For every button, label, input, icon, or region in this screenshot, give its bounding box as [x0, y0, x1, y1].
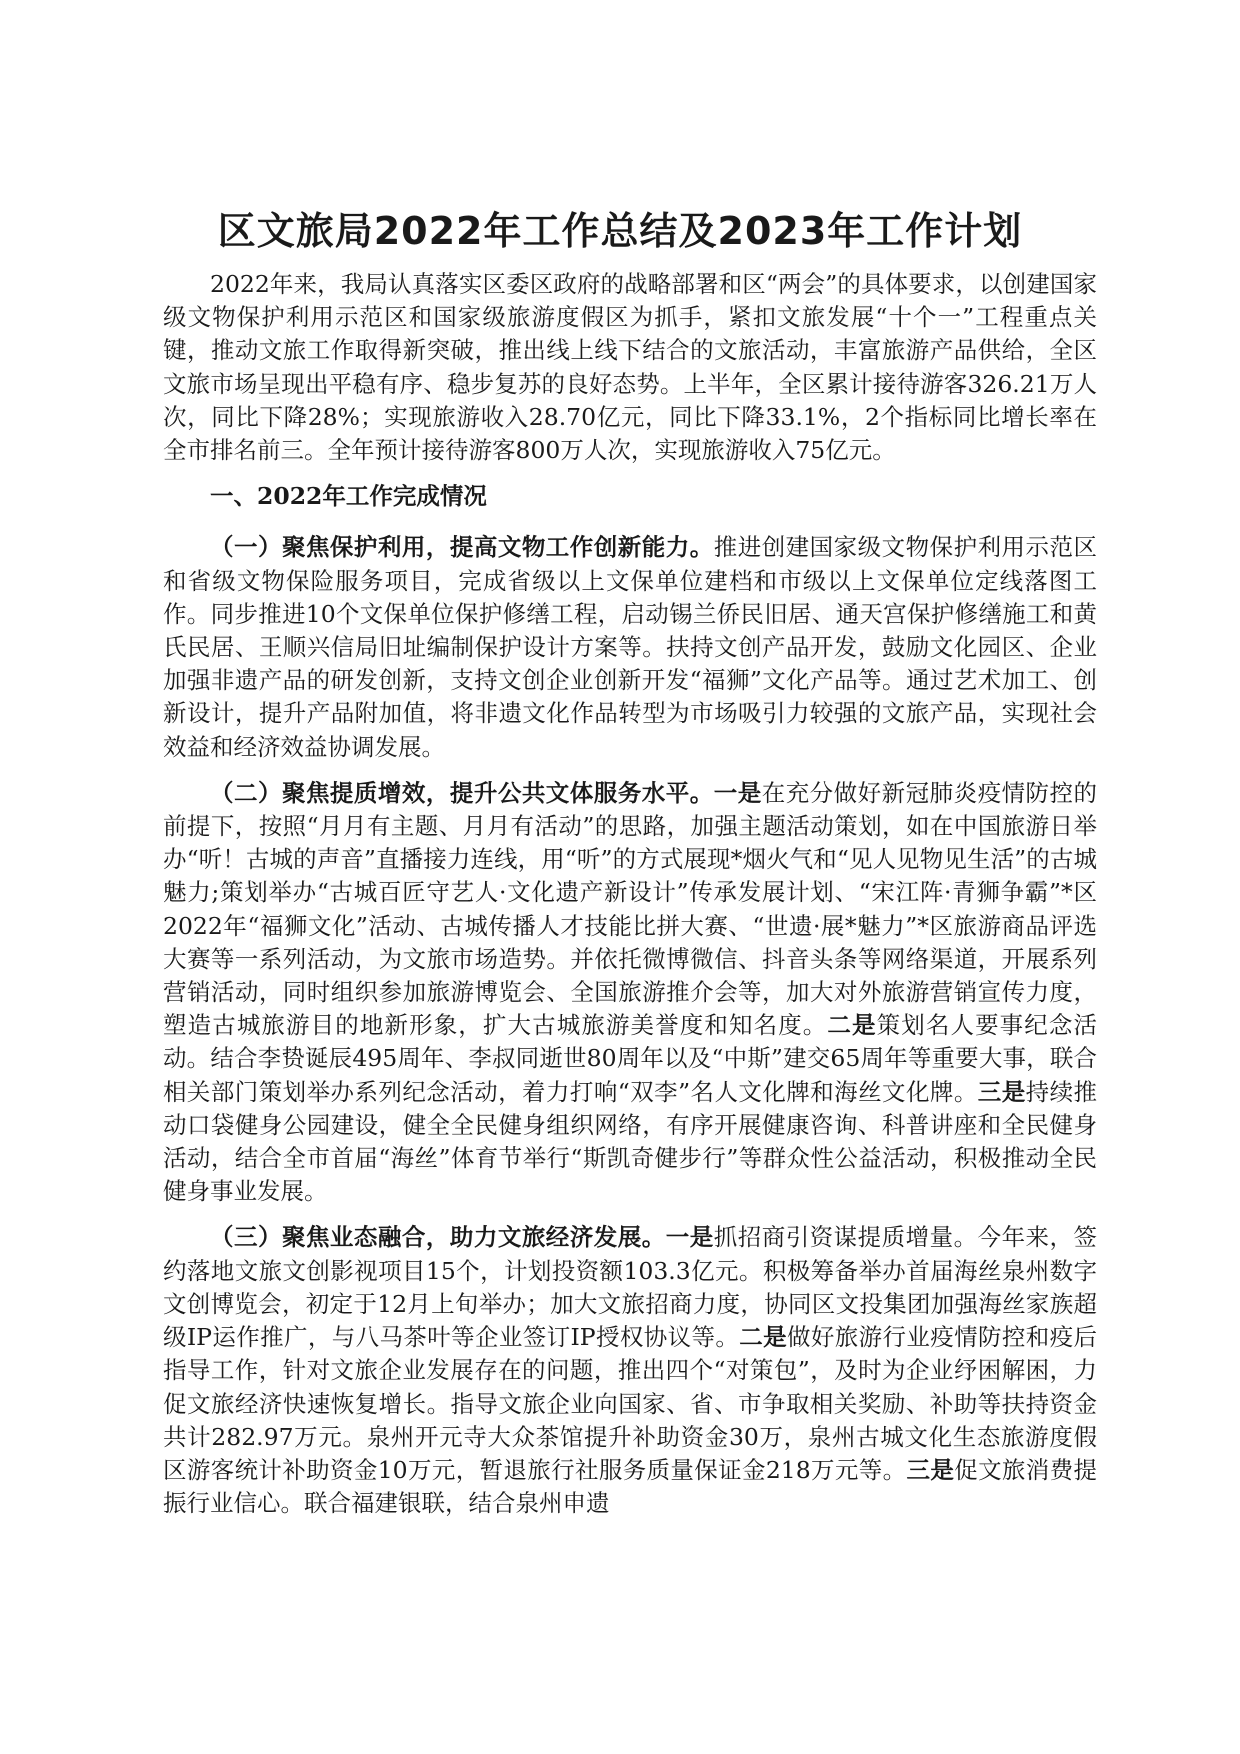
intro-paragraph: 2022年来，我局认真落实区委区政府的战略部署和区“两会”的具体要求，以创建国家级文物保护利用示范区和国家级旅游度假区为抓手，紧扣文旅发展“十个一”工程重点关键，推动文旅工作取得新突破，推出线上线下结合的文旅活动，丰富旅游产品供给，全区文旅市场呈现出平稳有序、稳步复苏的良好态势。上半年，全区累计接待游客326.21万人次，同比下降28%；实现旅游收入28.70亿元，同比下降33.1%，2个指标同比增长率在全市排名前三。全年预计接待游客800万人次，实现旅游收入75亿元。 [163, 270, 1097, 465]
keyword-third: 三是 [977, 1077, 1026, 1106]
keyword-second: 二是 [827, 1011, 877, 1040]
document-body [163, 268, 1097, 1533]
keyword-first: 一是 [665, 1223, 714, 1252]
document-title: 区文旅局2022年工作总结及2023年工作计划 [217, 209, 1023, 253]
keyword-first: 一是 [713, 778, 762, 807]
paragraph-lead: （三）聚焦业态融合，助力文旅经济发展。 [210, 1223, 666, 1252]
paragraph-text: 持续推动口袋健身公园建设，健全全民健身组织网络，有序开展健康咨询、科普讲座和全民健身活动，结合全市首届“海丝”体育节举行“斯凯奇健步行”等群众性公益活动，积极推动全民健身事业发展。 [163, 1077, 1098, 1206]
paragraph-protection [163, 531, 1097, 763]
paragraph-text: 策划名人要事纪念活动。结合李贽诞辰495周年、李叔同逝世80周年以及“中斯”建交65周年等重要大事，联合相关部门策划举办系列纪念活动，着力打响“双李”名人文化牌和海丝文化牌。 [163, 1011, 1098, 1106]
paragraph-lead: （二）聚焦提质增效，提升公共文体服务水平。 [210, 778, 714, 807]
paragraph-industry-integration [163, 1221, 1097, 1520]
paragraph-public-service [163, 777, 1097, 1209]
section-heading [163, 480, 1097, 513]
paragraph-text: 推进创建国家级文物保护利用示范区和省级文物保险服务项目，完成省级以上文保单位建档和市级以上文保单位定线落图工作。同步推进10个文保单位保护修缮工程，启动锡兰侨民旧居、通天宫保护修缮施工和黄氏民居、王顺兴信局旧址编制保护设计方案等。扶持文创产品开发，鼓励文化园区、企业加强非遗产品的研发创新，支持文创企业创新开发“福狮”文化产品等。通过艺术加工、创新设计，提升产品附加值，将非遗文化作品转型为市场吸引力较强的文旅产品，实现社会效益和经济效益协调发展。 [163, 533, 1098, 761]
paragraph-text: 做好旅游行业疫情防控和疫后指导工作，针对文旅企业发展存在的问题，推出四个“对策包”，及时为企业纾困解困，力促文旅经济快速恢复增长。指导文旅企业向国家、省、市争取相关奖励、补助等扶持资金共计282.97万元。泉州开元寺大众茶馆提升补助资金30万，泉州古城文化生态旅游度假区游客统计补助资金10万元，暂退旅行社服务质量保证金218万元等。 [163, 1323, 1097, 1484]
keyword-third: 三是 [906, 1455, 955, 1484]
paragraph-text: 促文旅消费提振行业信心。联合福建银联，结合泉州申遗 [163, 1455, 1098, 1518]
section-heading-text: 一、2022年工作完成情况 [210, 482, 487, 511]
keyword-second: 二是 [739, 1323, 787, 1352]
paragraph-text: 在充分做好新冠肺炎疫情防控的前提下，按照“月月有主题、月月有活动”的思路，加强主题活动策划，如在中国旅游日举办“听！古城的声音”直播接力连线，用“听”的方式展现*烟火气和“见人见物见生活”的古城魅力;策划举办“古城百匠守艺人·文化遗产新设计”传承发展计划、“宋江阵·青狮争霸”*区2022年“福狮文化”活动、古城传播人才技能比拼大赛、“世遗·展*魅力”*区旅游商品评选大赛等一系列活动，为文旅市场造势。并依托微博微信、抖音头条等网络渠道，开展系列营销活动，同时组织参加旅游博览会、全国旅游推介会等，加大对外旅游营销宣传力度，塑造古城旅游目的地新形象，扩大古城旅游美誉度和知名度。 [163, 778, 1098, 1040]
paragraph-lead: （一）聚焦保护利用，提高文物工作创新能力。 [210, 533, 714, 562]
paragraph-text: 抓招商引资谋提质增量。今年来，签约落地文旅文创影视项目15个，计划投资额103.3亿元。积极筹备举办首届海丝泉州数字文创博览会，初定于12月上旬举办；加大文旅招商力度，协同区文投集团加强海丝家族超级IP运作推广，与八马茶叶等企业签订IP授权协议等。 [163, 1223, 1098, 1352]
